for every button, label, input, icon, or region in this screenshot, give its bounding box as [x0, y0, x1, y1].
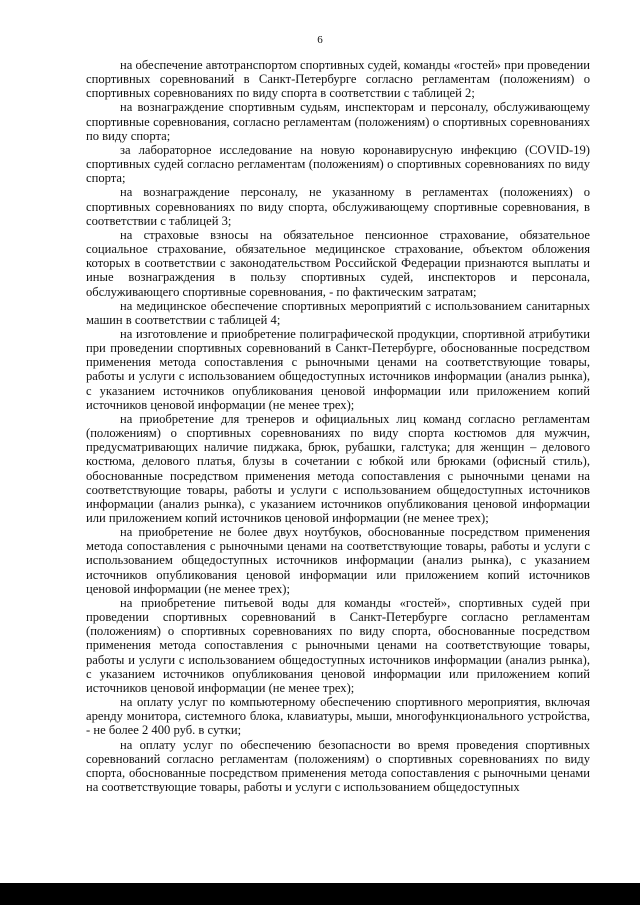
paragraph-transport: на обеспечение автотранспортом спортивных судей, команды «гостей» при проведении спортивных соревнований в Санкт-Петербурге согласно регламентам (положениям) о спортивных соревнованиях по виду спорта в соответствии с таблицей 2;: [86, 58, 590, 101]
paragraph-medical: на медицинское обеспечение спортивных мероприятий с использованием санитарных машин в соответствии с таблицей 4;: [86, 298, 590, 327]
paragraph-printing: на изготовление и приобретение полиграфической продукции, спортивной атрибутики при проведении спортивных соревнований в Санкт-Петербурге, обоснованные посредством применения метода сопоставления с рыночными ценами на соответствующие товары, работы и услуги с использованием общедоступных источников информации (анализ рынка), с указанием источников опубликования ценовой информации или приложением копий источников ценовой информации (не менее трех);: [86, 326, 590, 412]
page-number: 6: [317, 34, 323, 46]
paragraph-referee-fees: на вознаграждение спортивным судьям, инспекторам и персоналу, обслуживающему спортивные соревнования, согласно регламентам (положениям) о спортивных соревнованиях по виду спорта;: [86, 100, 590, 143]
paragraph-laptops: на приобретение не более двух ноутбуков, обоснованные посредством применения метода сопоставления с рыночными ценами на соответствующие товары, работы и услуги с использованием общедоступных источников информации (анализ рынка), с указанием источников опубликования ценовой информации или приложением копий источников ценовой информации (не менее трех);: [86, 525, 590, 596]
document-body: [86, 58, 590, 794]
paragraph-costumes: на приобретение для тренеров и официальных лиц команд согласно регламентам (положениям) о спортивных соревнованиях по виду спорта костюмов для мужчин, предусматривающих наличие пиджака, брюк, рубашки, галстука; для женщин – делового костюма, делового платья, блузы в сочетании с юбкой или брюками (офисный стиль), обоснованные посредством применения метода сопоставления с рыночными ценами на соответствующие товары, работы и услуги с использованием общедоступных источников информации (анализ рынка), с указанием источников опубликования ценовой информации или приложением копий источников ценовой информации (не менее трех);: [86, 411, 590, 525]
scan-bottom-edge: [0, 883, 640, 905]
paragraph-covid-testing: за лабораторное исследование на новую коронавирусную инфекцию (COVID-19) спортивных судей согласно регламентам (положениям) о спортивных соревнованиях по виду спорта;: [86, 142, 590, 186]
paragraph-staff-fees: на вознаграждение персоналу, не указанному в регламентах (положениях) о спортивных соревнованиях по виду спорта, обслуживающему спортивные соревнования, в соответствии с таблицей 3;: [86, 185, 590, 228]
paragraph-water: на приобретение питьевой воды для команды «гостей», спортивных судей при проведении спортивных соревнований в Санкт-Петербурге согласно регламентам (положениям) о спортивных соревнованиях по виду спорта, обоснованные посредством применения метода сопоставления с рыночными ценами на соответствующие товары, работы и услуги с использованием общедоступных источников информации (анализ рынка), с указанием источников опубликования ценовой информации или приложением копий источников ценовой информации (не менее трех);: [86, 595, 590, 695]
paragraph-security: на оплату услуг по обеспечению безопасности во время проведения спортивных соревнований согласно регламентам (положениям) о спортивных соревнованиях по виду спорта, обоснованные посредством применения метода сопоставления с рыночными ценами на соответствующие товары, работы и услуги с использованием общедоступных: [86, 737, 590, 794]
paragraph-insurance: на страховые взносы на обязательное пенсионное страхование, обязательное социальное страхование, обязательное медицинское страхование, объектом обложения которых в соответствии с законодательством Российской Федерации признаются выплаты и иные вознаграждения в пользу спортивных судей, инспекторов и персонала, обслуживающего спортивные соревнования, - по фактическим затратам;: [86, 227, 590, 299]
paragraph-computer-services: на оплату услуг по компьютерному обеспечению спортивного мероприятия, включая аренду монитора, системного блока, клавиатуры, мыши, многофункционального устройства, - не более 2 400 руб. в сутки;: [86, 695, 590, 738]
